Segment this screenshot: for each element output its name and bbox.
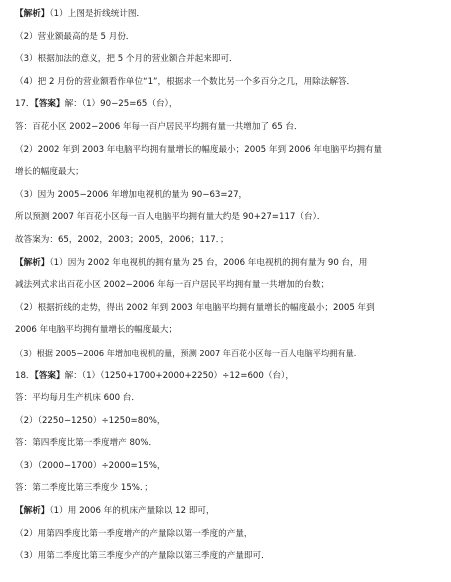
text-line xyxy=(15,161,443,184)
text-line xyxy=(15,206,443,229)
text-line xyxy=(15,48,443,71)
line-text: 答：百花小区 2002−2006 年每一百户居民平均拥有量一共增加了 65 台． xyxy=(15,121,303,132)
bracket-label-daan: 【答案】 xyxy=(34,99,65,110)
line-text: （3）根据加法的意义，把 5 个月的营业额合并起来即可． xyxy=(15,54,238,65)
text-line xyxy=(15,455,443,478)
line-text: 2006 年电脑平均拥有量增长的幅度最大； xyxy=(15,325,178,336)
text-line xyxy=(15,365,443,388)
line-text: （3）（2000−1700）÷2000=15%， xyxy=(15,460,166,471)
line-text: 所以预测 2007 年百花小区每一百人电脑平均拥有量大约是 90+27=117（台）． xyxy=(15,212,326,223)
line-text: 故答案为：65，2002，2003；2005，2006；117．； xyxy=(15,234,229,245)
text-line xyxy=(15,319,443,342)
text-line xyxy=(15,410,443,433)
line-text: 解：（1）90−25=65（台）， xyxy=(64,99,178,110)
text-line xyxy=(15,229,443,252)
line-text: （1）用 2006 年的机床产量除以 12 即可， xyxy=(49,506,215,517)
text-line xyxy=(15,545,443,568)
text-line xyxy=(15,26,443,49)
question-number: 17． xyxy=(15,99,35,110)
text-line xyxy=(15,116,443,139)
line-text: （3）因为 2005−2006 年增加电视机的量为 90−63=27， xyxy=(15,189,248,200)
text-line xyxy=(15,139,443,162)
line-text: （3）用第二季度比第三季度少产的产量除以第三季度的产量即可． xyxy=(15,551,270,562)
line-text: 增长的幅度最大； xyxy=(15,167,84,178)
bracket-label-jiexi: 【解析】 xyxy=(15,9,50,19)
text-line xyxy=(15,342,443,365)
line-text: （2）（2250−1250）÷1250=80%， xyxy=(15,415,166,426)
line-text: （1）因为 2002 年电视机的拥有量为 25 台，2006 年电视机的拥有量为 90 台，用 xyxy=(49,257,368,268)
line-text: 答：第二季度比第三季度少 15%．； xyxy=(15,483,153,494)
bracket-label-jiexi: 【解析】 xyxy=(15,257,50,268)
line-text: 解：（1）（1250+1700+2000+2250）÷12=600（台）， xyxy=(64,370,294,381)
line-text: 减法列式求出百花小区 2002−2006 年每一百户居民平均拥有量一共增加的台数； xyxy=(15,280,330,291)
text-line xyxy=(15,432,443,455)
text-line xyxy=(15,3,443,26)
line-text: （2）2002 年到 2003 年电脑平均拥有量增长的幅度最小；2005 年到 2006 年电脑平均拥有量 xyxy=(15,144,383,155)
line-text: （2）用第四季度比第一季度增产的产量除以第一季度的产量， xyxy=(15,528,253,539)
text-line xyxy=(15,93,443,116)
line-text: 答：平均每月生产机床 600 台． xyxy=(15,393,140,404)
text-line xyxy=(15,387,443,410)
text-line xyxy=(15,274,443,297)
bracket-label-daan: 【答案】 xyxy=(34,370,65,381)
line-text: （4）把 2 月份的营业额看作单位“1”，根据求一个数比另一个多百分之几，用除法解答． xyxy=(15,76,356,87)
question-number: 18． xyxy=(15,370,35,381)
line-text: （2）根据折线的走势，得出 2002 年到 2003 年电脑平均拥有量增长的幅度最小；2005 年到 xyxy=(15,302,375,313)
line-text: 答：第四季度比第一季度增产 80%． xyxy=(15,438,158,449)
line-text: （2）营业额最高的是 5 月份． xyxy=(15,31,135,42)
text-line xyxy=(15,477,443,500)
bracket-label-jiexi: 【解析】 xyxy=(15,506,50,517)
text-line xyxy=(15,500,443,523)
text-line xyxy=(15,523,443,546)
line-text: （3）根据 2005−2006 年增加电视机的量，预测 2007 年百花小区每一百人电脑平均拥有量． xyxy=(15,347,362,358)
text-line xyxy=(15,184,443,207)
text-line xyxy=(15,71,443,94)
text-line xyxy=(15,297,443,320)
text-line xyxy=(15,252,443,275)
line-text: （1）上图是折线统计图． xyxy=(49,9,146,19)
